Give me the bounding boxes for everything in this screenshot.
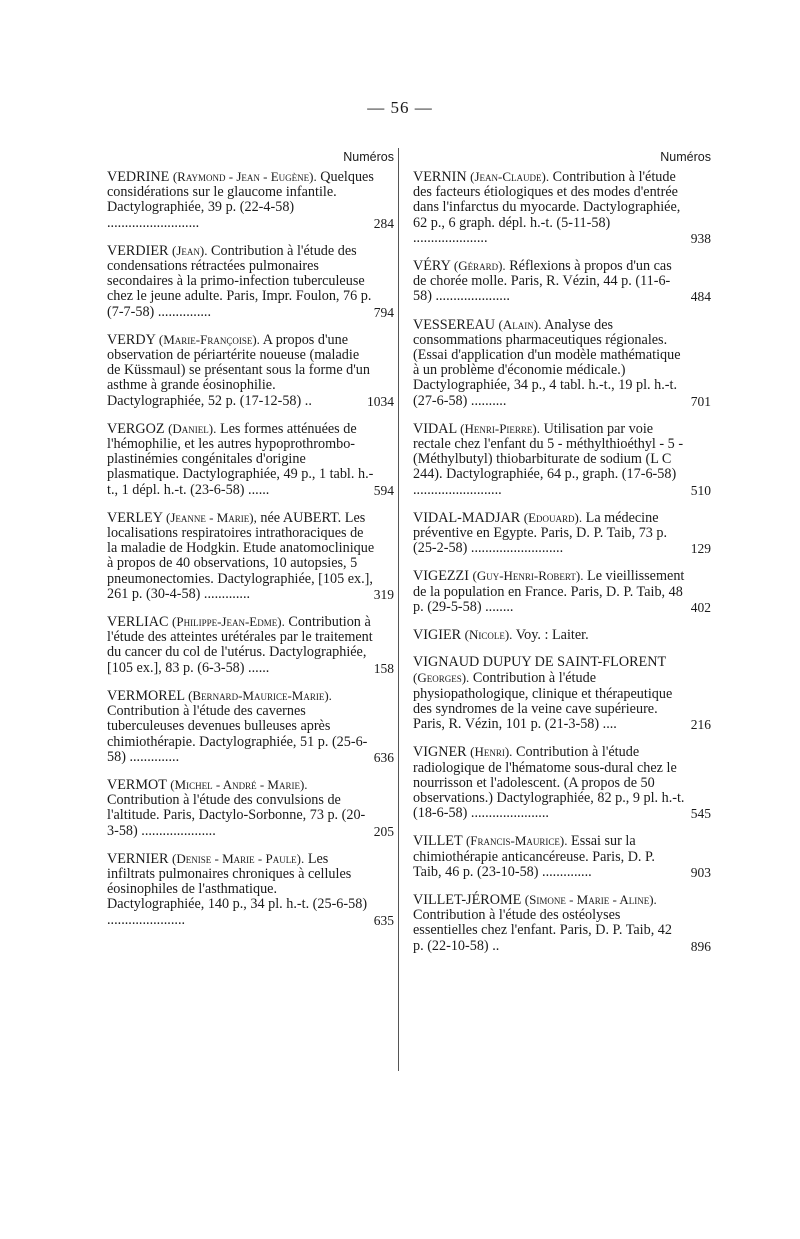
author-given-names: (Bernard-Maurice-Marie). [188,687,332,703]
author-given-names: (Jean). [172,242,208,258]
bibliography-entry [413,744,711,822]
entry-number: 794 [373,304,394,320]
entry-description: Contribution à l'étude radiologique de l'hématome sous-dural chez le nourrisson et l'adolescent. (A propos de 50 observations.) Dactylographiée, 82 p., 9 pl. h.-t. (18-6-58) ...................... [413,744,685,822]
author-surname: VERNIN [413,169,467,185]
entry-number: 484 [690,289,711,305]
column-divider [398,148,399,1071]
bibliography-entry [413,568,711,615]
author-given-names: (Philippe-Jean-Edme). [172,614,285,630]
author-surname: VIGIER [413,627,462,644]
entry-number: 636 [373,749,394,765]
left-column [107,150,394,940]
author-given-names: (Michel - André - Marie). [170,776,308,792]
bibliography-entry [413,654,711,733]
entry-description: A propos d'une observation de périartérite noueuse (maladie de Küssmaul) se présentant sous la forme d'un asthme à grande éosinophilie. Dactylographiée, 52 p. (17-12-58) .. [107,331,370,409]
author-given-names: (Gérard). [453,258,506,274]
author-given-names: (Jeanne - Marie), [165,509,257,525]
author-given-names: (Guy-Henri-Robert). [472,568,584,584]
entry-description: née AUBERT. Les localisations respiratoires intrathoraciques de la maladie de Hodgkin. Etude anatomoclinique à propos de 40 observations, 10 autopsies, 5 pneumonectomies. Dactylographiée, [105 ex.], 261 p. (30-4-58) ............. [107,509,375,602]
entry-number: 635 [373,912,394,928]
author-surname: VEDRINE [107,169,170,185]
author-surname: VILLET-JÉROME [413,891,522,908]
entry-number: 216 [690,717,711,733]
author-given-names: (Alain). [498,316,542,332]
bibliography-entry [107,776,394,839]
author-given-names: (Jean-Claude). [470,169,550,184]
entry-description: Contribution à l'étude physiopathologique, clinique et thérapeutique des syndromes de la veine cave supérieure. Paris, R. Vézin, 101 p. (21-3-58) .... [413,670,673,733]
entry-description: Analyse des consommations pharmaceutiques régionales. (Essai d'application d'un modèle mathématique à un problème d'économie médicale.) Dactylographiée, 34 p., 4 tabl. h.-t., 19 pl. h.-t. (27-6-58) .......... [413,316,681,409]
entry-number: 701 [690,393,711,409]
entry-number: 319 [373,586,394,602]
author-given-names: (Francis-Maurice). [465,833,568,849]
author-surname: VERDIER [107,242,169,259]
entry-number: 510 [690,482,711,498]
page-number: — 56 — [367,98,433,117]
entry-number: 938 [690,230,711,246]
entry-description: Les formes atténuées de l'hémophilie, et les autres hypoprothrombo-plastinémies congénitales d'origine plasmatique. Dactylographiée, 49 p., 1 tabl. h.-t., 1 dépl. h.-t. (23-6-58) ...... [107,420,374,498]
author-given-names: (Edouard). [523,509,583,525]
entry-description: Essai sur la chimiothérapie anticancéreuse. Paris, D. P. Taib, 46 p. (23-10-58) .............. [413,833,655,880]
entry-description: La médecine préventive en Egypte. Paris, D. P. Taib, 73 p. (25-2-58) .......................... [413,509,668,557]
author-given-names: (Raymond - Jean - Eugène). [172,169,317,184]
author-surname: VERLEY [107,509,163,526]
right-column [413,150,711,966]
bibliography-entry [107,614,394,676]
bibliography-entry [413,258,711,305]
bibliography-entry [107,687,394,765]
author-surname: VIDAL-MADJAR [413,509,521,526]
entry-description: Quelques considérations sur le glaucome infantile. Dactylographiée, 39 p. (22-4-58) .......................... [107,169,374,231]
entry-number: 129 [690,541,711,557]
author-surname: VILLET [413,833,463,850]
entry-description: Le vieillissement de la population en France. Paris, D. P. Taib, 48 p. (29-5-58) ........ [413,568,685,615]
bibliography-entry [413,891,711,954]
author-surname: VÉRY [413,258,451,275]
numeros-header: Numéros [660,150,711,164]
author-surname: VESSEREAU [413,316,495,333]
author-surname: VERMOREL [107,687,185,704]
bibliography-entry [413,627,693,643]
author-surname: VIGNER [413,744,467,761]
right-entry-list [413,169,711,954]
bibliography-entry [107,509,394,602]
bibliography-entry [107,242,394,320]
bibliography-entry [413,509,711,557]
author-surname: VERGOZ [107,420,165,437]
entry-description: Contribution à l'étude des condensations rétractées pulmonaires secondaires à la primo-infection tuberculeuse chez le jeune adulte. Paris, Impr. Foulon, 76 p. (7-7-58) ............... [107,242,372,320]
author-given-names: (Georges). [413,670,470,686]
entry-description: Contribution à l'étude des convulsions de l'altitude. Paris, Dactylo-Sorbonne, 73 p. (20-3-58) ..................... [107,792,366,839]
author-given-names: (Simone - Marie - Aline). [524,891,657,907]
author-surname: VERDY [107,331,156,348]
entry-description: Contribution à l'étude des ostéolyses essentielles chez l'enfant. Paris, D. P. Taib, 42 p. (22-10-58) .. [413,907,672,954]
author-given-names: (Henri). [470,744,513,760]
author-given-names: (Denise - Marie - Paule). [172,850,305,866]
entry-number: 402 [690,599,711,615]
bibliography-entry [107,850,394,928]
entry-number: 594 [373,482,394,498]
entry-number: 545 [690,806,711,822]
entry-description: Contribution à l'étude des cavernes tuberculeuses devenues bulleuses après chimiothérapie. Dactylographiée, 51 p. (25-6-58) .............. [107,703,368,765]
bibliography-entry [413,316,711,409]
entry-description: Contribution à l'étude des facteurs étiologiques et des modes d'entrée dans l'infarctus du myocarde. Dactylographiée, 62 p., 6 graph. dépl. h.-t. (5-11-58) ..................... [413,169,681,246]
bibliography-entry [107,331,394,409]
author-surname: VIGEZZI [413,568,469,585]
author-given-names: (Marie-Françoise). [158,331,260,347]
entry-description: Réflexions à propos d'un cas de chorée molle. Paris, R. Vézin, 44 p. (11-6-58) ..................... [413,258,672,305]
entry-description: Utilisation par voie rectale chez l'enfant du 5 - méthylthioéthyl - 5 - (Méthylbutyl) thiobarbiturate de sodium (L C 244). Dactylographiée, 64 p., graph. (17-6-58) ......................... [413,420,684,498]
entry-description: Voy. : Laiter. [515,627,589,644]
author-surname: VERMOT [107,776,167,793]
entry-number: 205 [373,823,394,839]
entry-number: 284 [373,215,394,231]
author-given-names: (Henri-Pierre). [460,420,541,436]
author-given-names: (Nicole). [464,627,513,643]
entry-number: 896 [690,938,711,954]
bibliography-entry [107,169,394,231]
entry-description: Contribution à l'étude des atteintes urétérales par le traitement du cancer du col de l'utérus. Dactylographiée, [105 ex.], 83 p. (6-3-58) ...... [107,614,373,676]
author-surname: VIGNAUD DUPUY DE SAINT-FLORENT [413,654,666,671]
bibliography-entry [413,169,711,246]
entry-description: Les infiltrats pulmonaires chroniques à cellules éosinophiles de l'asthmatique. Dactylographiée, 140 p., 34 pl. h.-t. (25-6-58) ...................... [107,850,368,928]
entry-number: 158 [373,660,394,676]
author-given-names: (Daniel). [168,420,217,436]
author-surname: VERLIAC [107,614,169,631]
bibliography-entry [413,420,711,498]
author-surname: VIDAL [413,420,457,437]
numeros-header: Numéros [343,150,394,164]
bibliography-entry [413,833,711,880]
entry-number: 903 [690,864,711,880]
author-surname: VERNIER [107,850,169,867]
left-entry-list [107,169,394,928]
entry-number: 1034 [367,393,394,409]
bibliography-entry [107,420,394,498]
